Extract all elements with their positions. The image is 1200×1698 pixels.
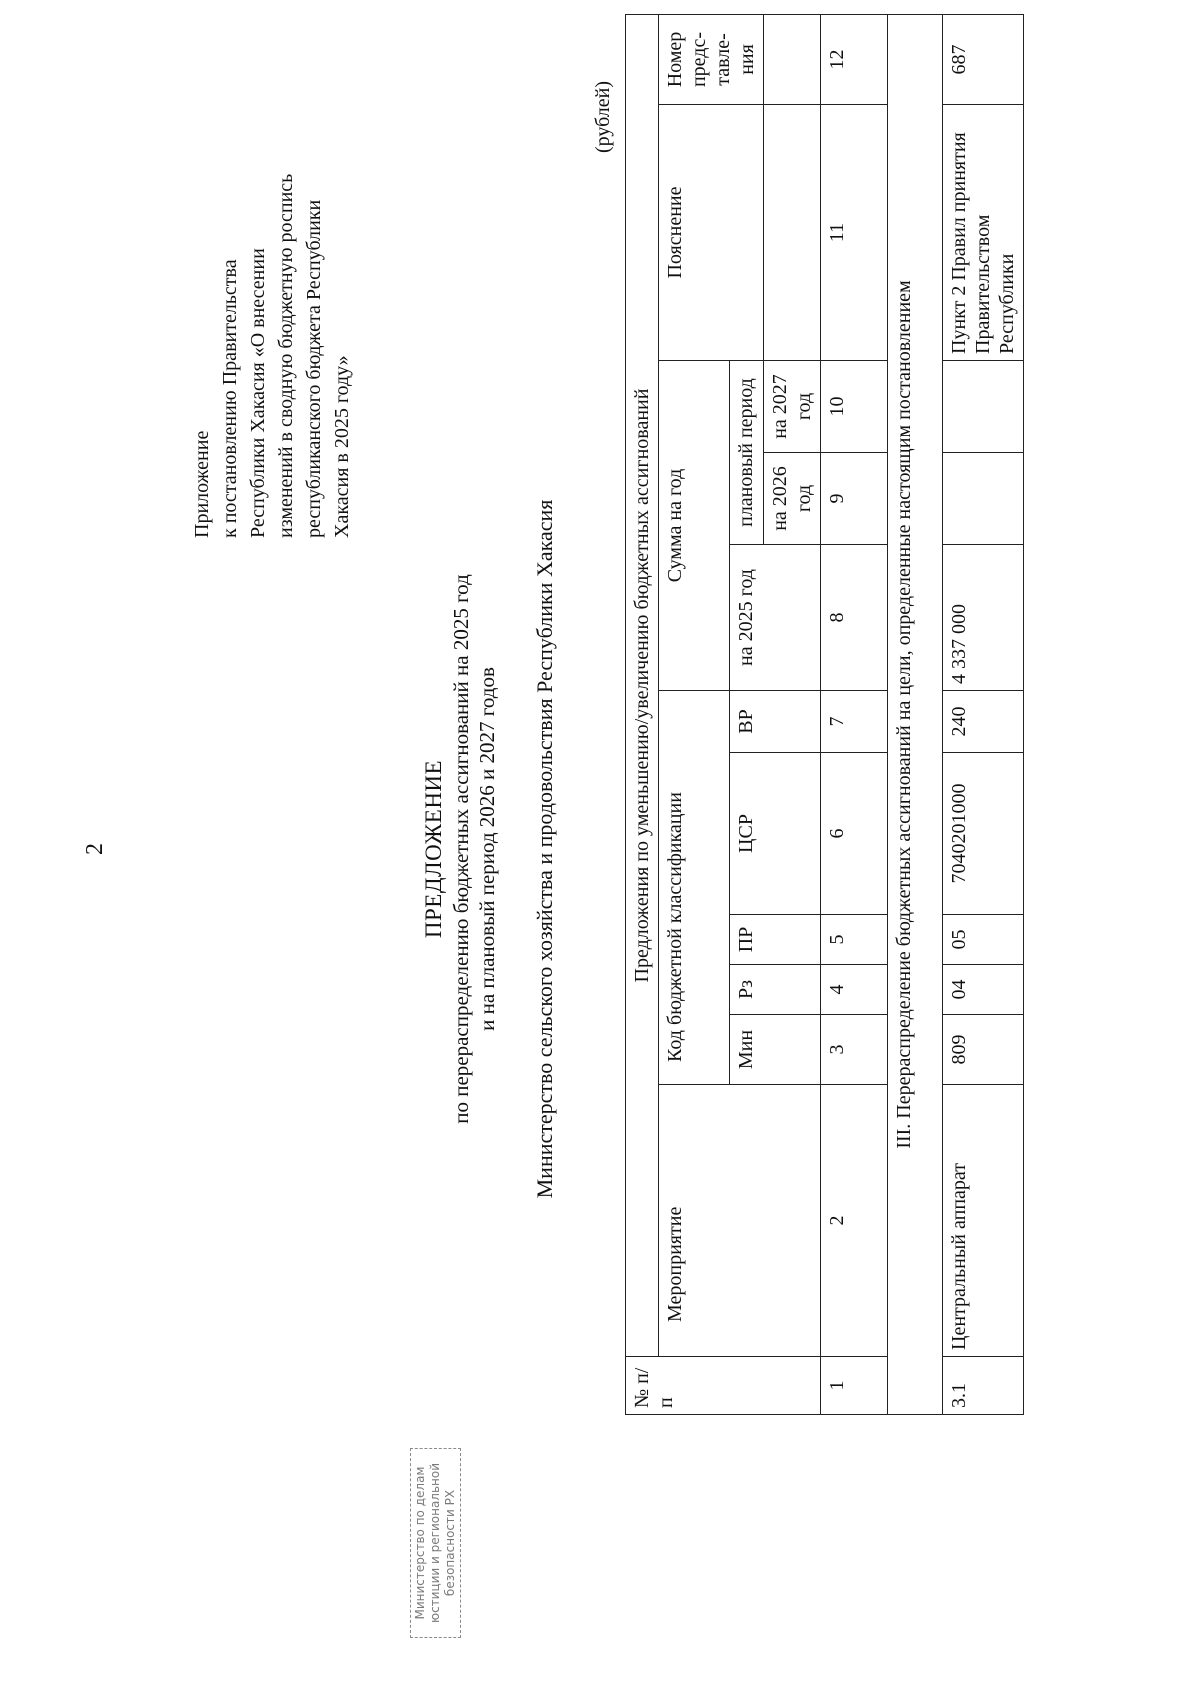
header-rz: Рз [730,965,821,1015]
row-activity: Центральный аппарат [943,1085,1024,1357]
appendix-line: Хакасия в 2025 году» [331,355,353,538]
column-number: 11 [821,105,888,361]
row-explanation: Пункт 2 Правил принятия Правительством Республики [943,105,1024,361]
stamp-line: Министерство по делам [413,1466,427,1620]
stamp-line: безопасности РХ [443,1489,457,1597]
header-empty-cell [764,14,821,104]
column-number: 8 [821,545,888,691]
row-sum-2026 [943,453,1024,545]
row-min: 809 [943,1015,1024,1085]
appendix-line: Приложение [191,430,213,538]
header-min: Мин [730,1015,821,1085]
section-row [888,14,943,1414]
table-row [943,14,1024,1414]
header-budget-code: Код бюджетной классификации [659,691,730,1085]
column-number-row [821,14,888,1414]
currency-unit: (рублей) [592,80,614,153]
header-2027: на 2027 год [764,361,821,453]
column-number: 1 [821,1357,888,1415]
document-title: ПРЕДЛОЖЕНИЕ [421,759,446,939]
header-csr: ЦСР [730,753,821,915]
appendix-line: к постановлению Правительства [219,259,241,538]
header-activity: Мероприятие [659,1085,821,1357]
row-submission-no: 687 [943,14,1024,104]
document-subtitle-line2: и на плановый период 2026 и 2027 годов [475,667,499,1031]
row-pr: 05 [943,915,1024,965]
header-2025: на 2025 год [730,545,821,691]
column-number: 9 [821,453,888,545]
header-proposals: Предложения по уменьшению/увеличению бюджетных ассигнований [626,14,659,1356]
column-number: 12 [821,14,888,104]
row-rz: 04 [943,965,1024,1015]
column-number: 5 [821,915,888,965]
stamp-line: юстиции и региональной [428,1462,442,1624]
header-empty-cell [764,105,821,361]
column-number: 6 [821,753,888,915]
row-vr: 240 [943,691,1024,753]
page-number: 2 [82,843,108,855]
header-num: № п/п [626,1357,821,1415]
header-explanation: Пояснение [659,105,764,361]
row-num: 3.1 [943,1357,1024,1415]
column-number: 3 [821,1015,888,1085]
row-sum-2025: 4 337 000 [943,545,1024,691]
header-pr: ПР [730,915,821,965]
header-submission-no: Номер предс-тавле-ния [659,14,764,104]
section-title: III. Перераспределение бюджетных ассигнований на цели, определенные настоящим постановлением [888,14,943,1414]
header-vr: ВР [730,691,821,753]
header-sum-year: Сумма на год [659,361,730,691]
appendix-line: Республики Хакасия «О внесении [247,248,269,538]
ministry-name: Министерство сельского хозяйства и продовольствия Республики Хакасия [532,499,557,1199]
row-sum-2027 [943,361,1024,453]
header-2026: на 2026 год [764,453,821,545]
column-number: 4 [821,965,888,1015]
row-csr: 7040201000 [943,753,1024,915]
column-number: 2 [821,1085,888,1357]
appendix-note [188,18,356,538]
title-block [420,0,500,1698]
column-number: 7 [821,691,888,753]
header-planned-period: плановый период [730,361,764,545]
allocation-table [625,14,1024,1415]
appendix-line: изменений в сводную бюджетную роспись [275,173,297,538]
appendix-line: республиканского бюджета Республики [303,199,325,538]
document-subtitle-line1: по перераспределению бюджетных ассигнований на 2025 год [449,574,473,1124]
column-number: 10 [821,361,888,453]
